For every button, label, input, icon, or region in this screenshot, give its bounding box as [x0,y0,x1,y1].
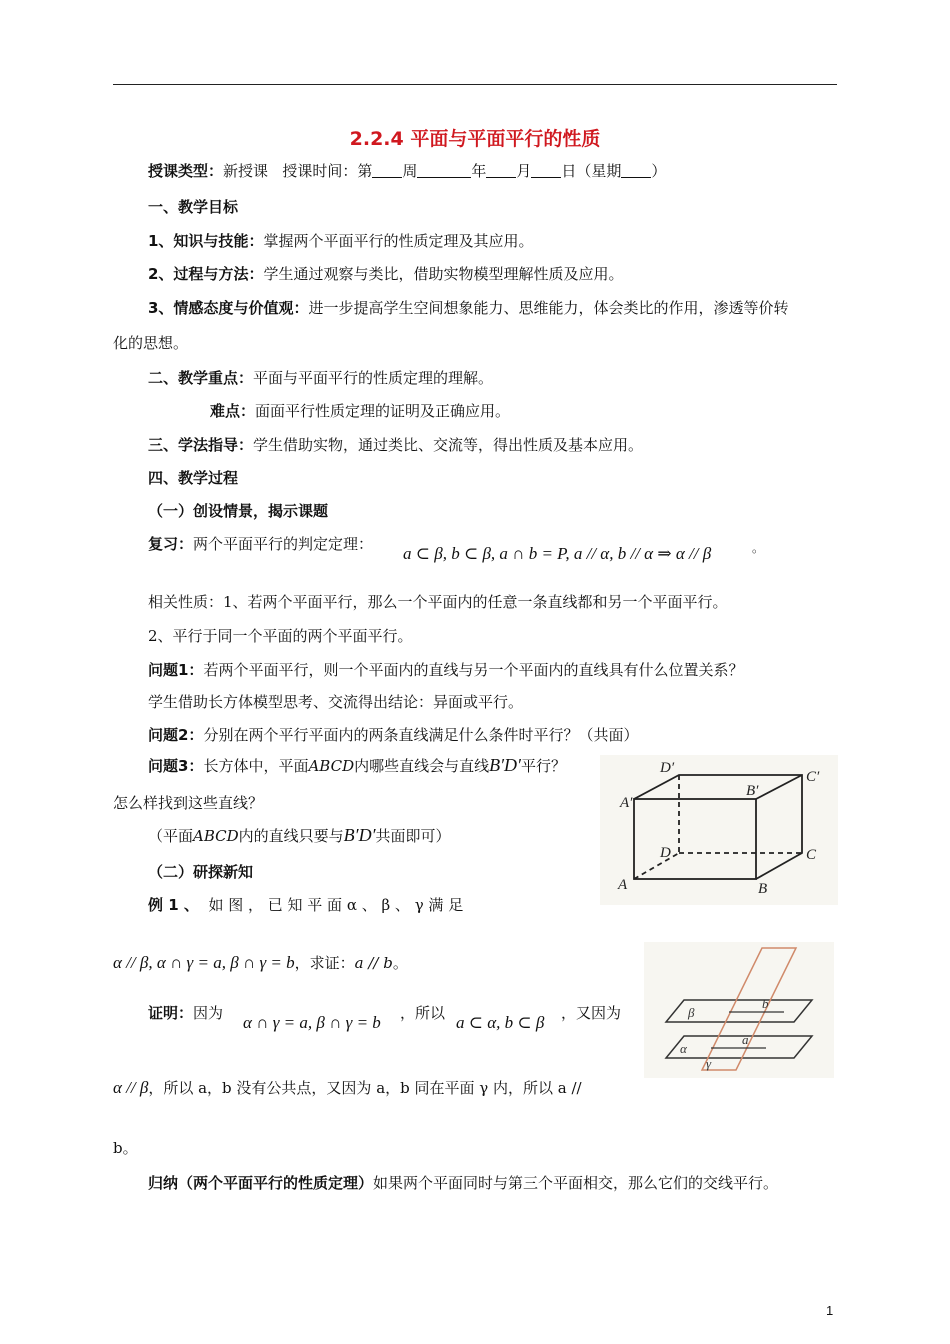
hint-close: 共面即可） [375,827,451,845]
question-1-text: 若两个平面平行，则一个平面内的直线与另一个平面内的直线具有什么位置关系？ [203,661,744,679]
question-3-label: 问题3： [148,757,204,775]
proof-also: ，又因为 [561,1004,622,1022]
proof-parallel-formula: α // β [113,1078,149,1097]
review-formula-end: 。 [752,541,765,555]
key-point [148,368,493,388]
question-3-hint [148,825,451,846]
related-property-2: 2、平行于同一个平面的两个平面平行。 [148,627,413,645]
goal-process-text: 学生通过观察与类比，借助实物模型理解性质及应用。 [263,265,624,283]
review-text: 两个平面平行的判定定理： [193,535,374,553]
proof-label: 证明： [148,1004,194,1022]
label-A1: A′ [620,795,633,811]
parallel-planes-figure [644,942,834,1078]
question-2-label: 问题2： [148,726,204,744]
label-C1: C′ [806,769,820,785]
part-one-heading: （一）创设情景，揭示课题 [148,502,329,520]
goal-attitude-text: 进一步提高学生空间想象能力、思维能力，体会类比的作用，渗透等价转 [308,299,789,317]
goal-attitude-cont: 化的思想。 [113,334,189,352]
example-1-formula-line [113,953,408,973]
example-1-prove-label: ，求证： [294,954,355,972]
document-title: 2.2.4 平面与平面平行的性质 [349,128,601,150]
label-b: b [762,996,769,1011]
example-1 [148,895,463,915]
question-2-text: 分别在两个平行平面内的两条直线满足什么条件时平行？（共面） [203,726,639,744]
example-1-goal: a // b [354,954,393,972]
question-1-label: 问题1： [148,661,204,679]
review-label: 复习： [148,535,194,553]
label-B1: B′ [746,783,759,799]
header-rule [113,84,837,85]
goal-knowledge-text: 掌握两个平面平行的性质定理及其应用。 [263,232,534,250]
proof-because: 因为 [193,1004,224,1022]
key-point-text: 平面与平面平行的性质定理的理解。 [253,369,494,387]
year-label: 年 [471,162,487,180]
difficulty-text: 面面平行性质定理的证明及正确应用。 [255,402,511,420]
hint-mid: 内的直线只要与 [238,827,344,845]
close-paren: ） [651,162,667,180]
label-D1: D′ [660,760,675,776]
part-two-heading: （二）研探新知 [148,863,254,881]
key-point-label: 二、教学重点： [148,369,254,387]
goal-attitude-label: 3、情感态度与价值观： [148,299,309,317]
lesson-type-value: 新授课 [223,162,269,180]
lesson-info-line [148,161,666,181]
proof-line-3: b。 [113,1139,138,1157]
question-3 [148,755,566,776]
page-number: 1 [826,1303,834,1318]
study-guide-label: 三、学法指导： [148,436,254,454]
goal-attitude [148,298,788,318]
study-guide-text: 学生借助实物，通过类比、交流等，得出性质及基本应用。 [253,436,644,454]
proof-so: ，所以 [400,1004,446,1022]
hint-open: （平面 [148,827,194,845]
lesson-time-label: 授课时间：第 [282,162,373,180]
section-teaching-goals: 一、教学目标 [148,198,239,216]
difficulty-label: 难点： [210,402,256,420]
hint-bd: B′D′ [343,825,376,845]
question-3-text-b: 内哪些直线会与直线 [354,757,490,775]
section-teaching-process: 四、教学过程 [148,469,239,487]
proof-line-1 [148,1003,223,1023]
question-3-abcd: ABCD [308,757,355,775]
proof-formula-2: a ⊂ α, b ⊂ β [456,1013,545,1032]
example-1-formula: α // β, α ∩ γ = a, β ∩ γ = b [113,953,295,972]
goal-process [148,264,623,284]
weekday-blank[interactable] [621,162,651,178]
week-blank[interactable] [372,162,402,178]
lesson-type-label: 授课类型： [148,162,224,180]
review-line [148,534,373,554]
question-3-text-a: 长方体中，平面 [203,757,309,775]
proof-line-2-text: ，所以 a，b 没有公共点，又因为 a，b 同在平面 γ 内，所以 a // [148,1079,582,1097]
month-label: 月 [516,162,532,180]
month-blank[interactable] [486,162,516,178]
label-a: a [742,1032,749,1047]
label-beta: β [688,1005,695,1020]
proof-line-2 [113,1078,582,1098]
cuboid-figure [600,755,838,905]
review-formula: a ⊂ β, b ⊂ β, a ∩ b = P, a // α, b // α ⇒ α // β [403,544,712,563]
day-blank[interactable] [531,162,561,178]
goal-knowledge-label: 1、知识与技能： [148,232,264,250]
hint-abcd: ABCD [193,827,239,845]
example-1-text: 如 图 ， 已 知 平 面 α 、 β 、 γ 满 足 [208,896,464,914]
difficulty-point [210,401,510,421]
label-alpha: α [680,1041,687,1056]
label-gamma: γ [706,1056,712,1071]
theorem-label: 归纳（两个平面平行的性质定理） [148,1174,374,1192]
example-1-end: 。 [392,954,408,972]
question-1-answer: 学生借助长方体模型思考、交流得出结论：异面或平行。 [148,693,524,711]
related-property-1: 相关性质：1、若两个平面平行，那么一个平面内的任意一条直线都和另一个平面平行。 [148,593,728,611]
theorem-conclusion [148,1173,778,1193]
example-1-label: 例 1 、 [148,896,199,914]
question-2 [148,725,638,745]
proof-formula-1: α ∩ γ = a, β ∩ γ = b [243,1013,381,1032]
label-C: C [806,847,817,863]
day-label: 日（星期 [561,162,622,180]
goal-process-label: 2、过程与方法： [148,265,264,283]
week-label: 周 [402,162,418,180]
label-B: B [758,881,768,897]
question-3-bd: B′D′ [489,755,521,775]
question-1 [148,660,743,680]
year-blank[interactable] [417,162,471,178]
theorem-text: 如果两个平面同时与第三个平面相交，那么它们的交线平行。 [373,1174,779,1192]
question-3-text-c: 平行？ [520,757,566,775]
question-3-cont: 怎么样找到这些直线？ [113,794,264,812]
label-A: A [618,877,628,893]
goal-knowledge [148,231,533,251]
label-D: D [660,845,671,861]
study-guide [148,435,643,455]
